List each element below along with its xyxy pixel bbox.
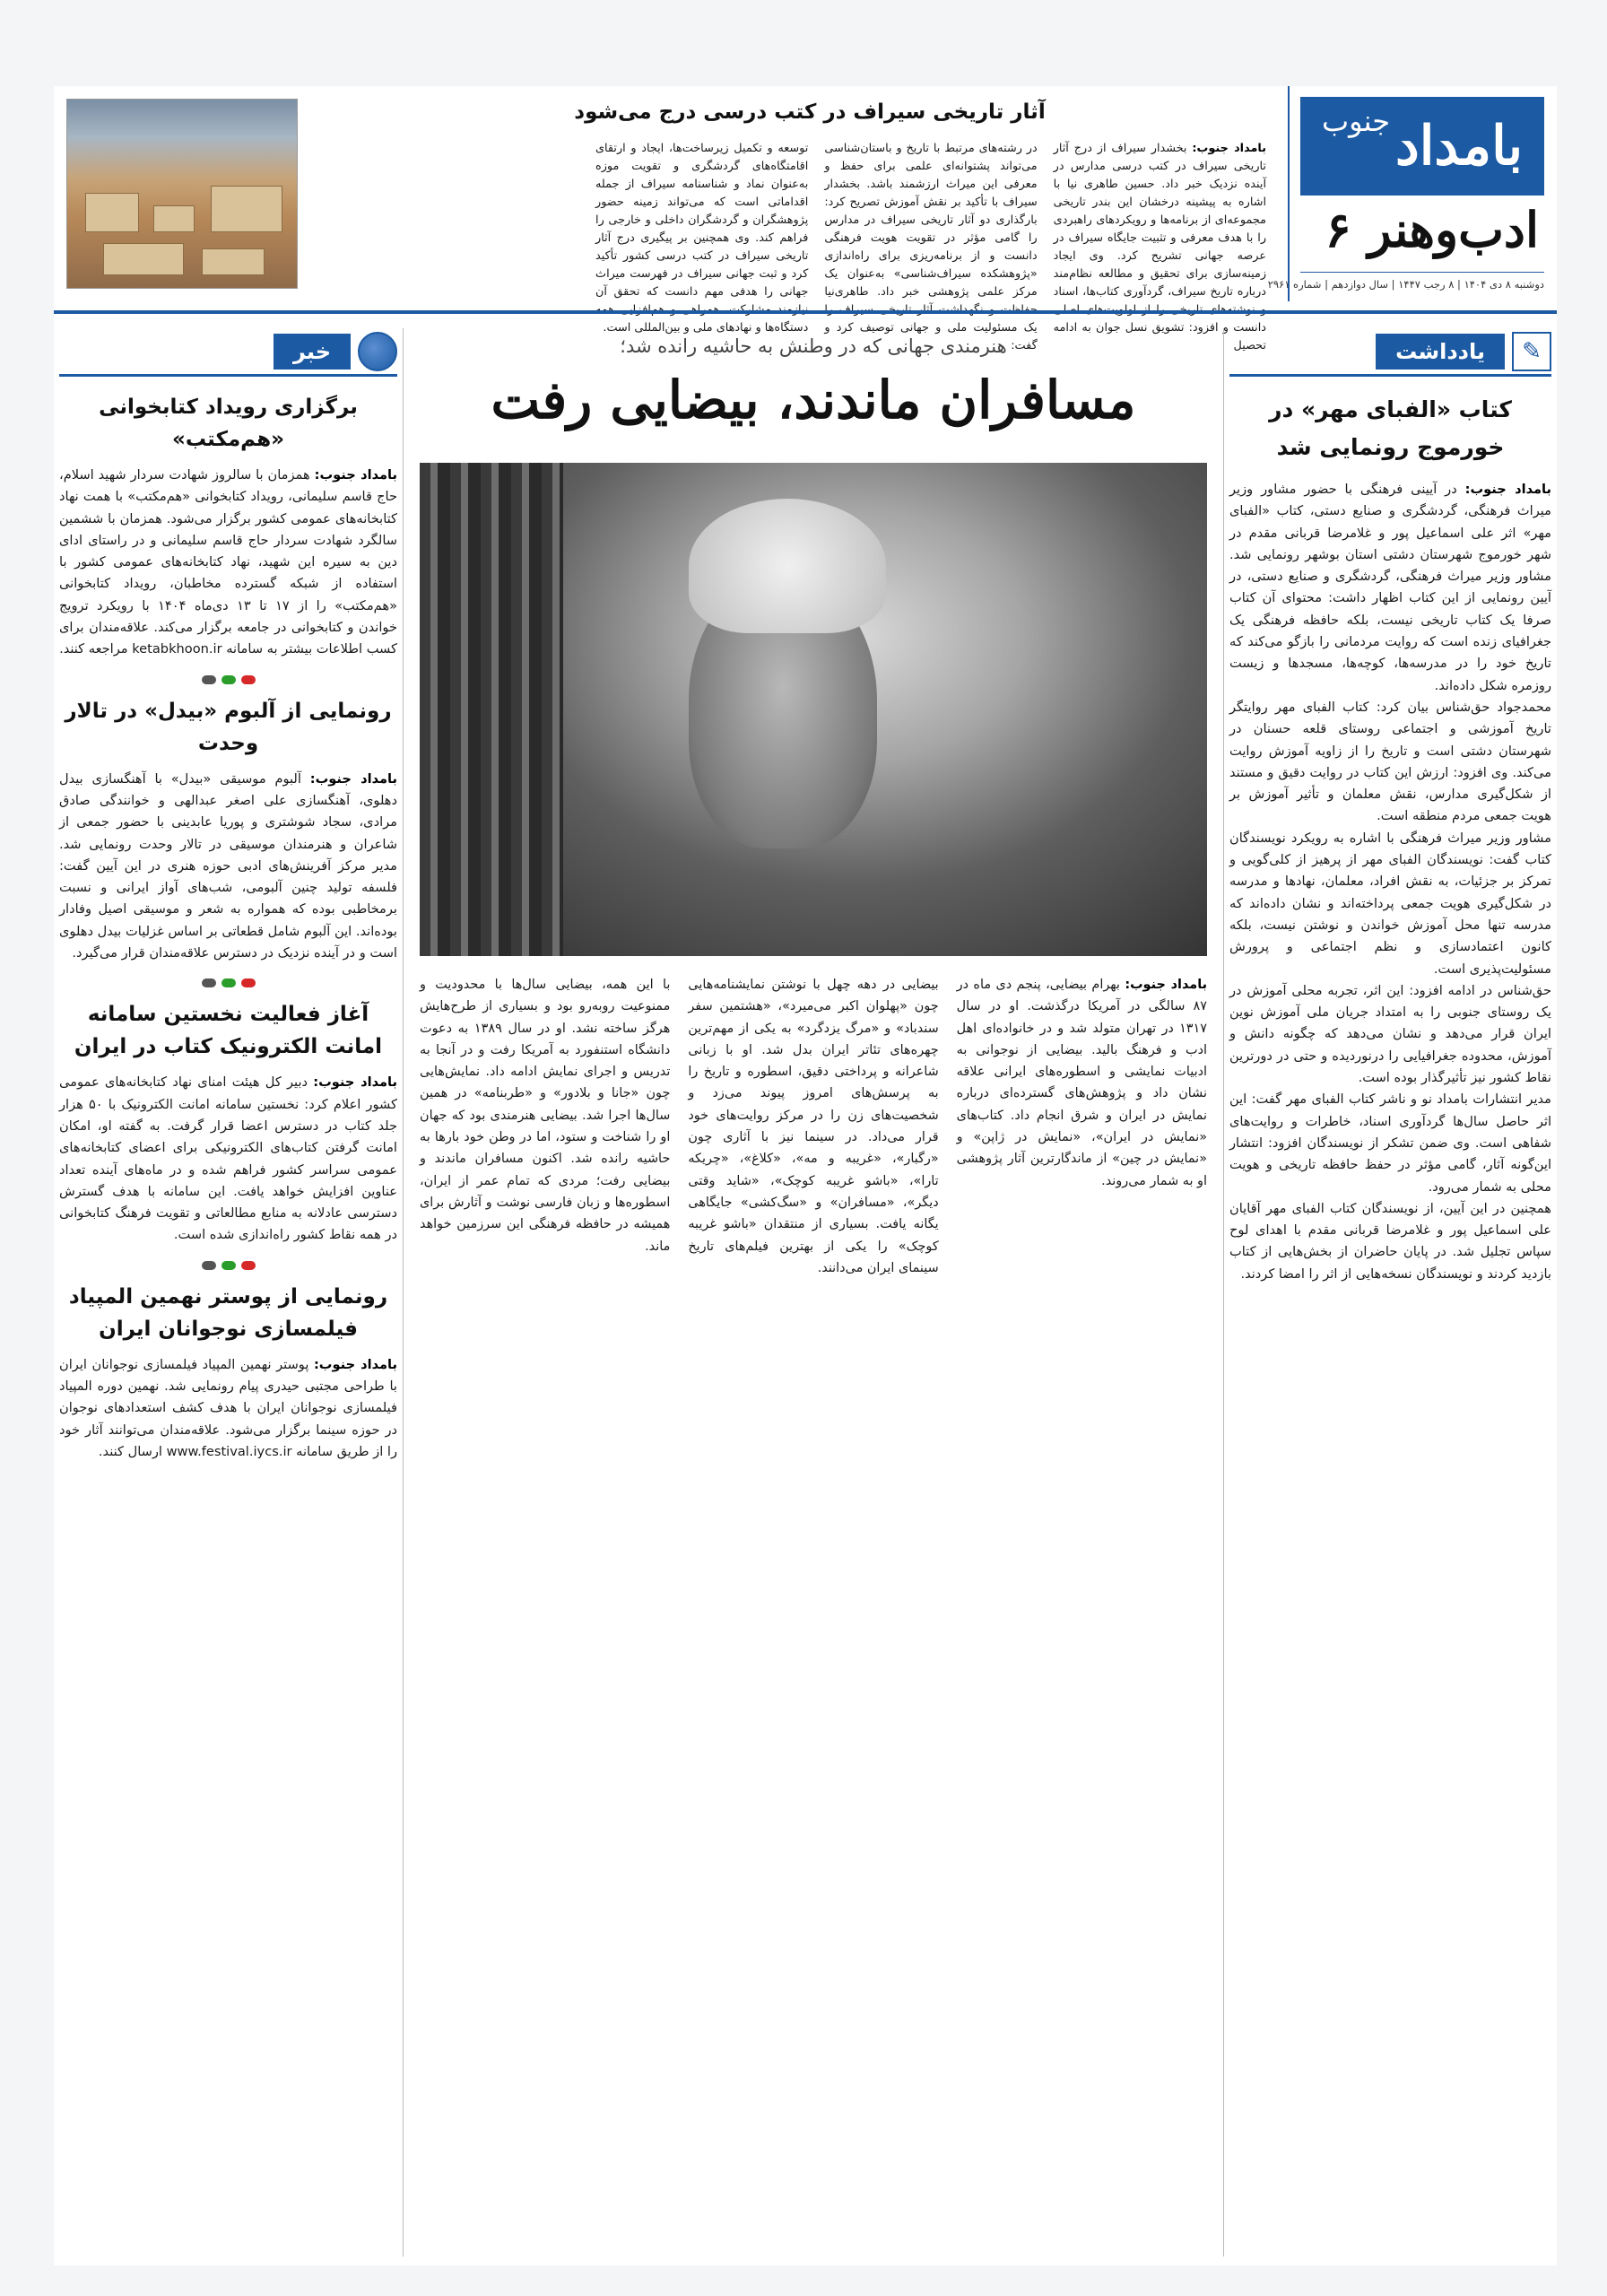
siraf-photo xyxy=(66,99,298,289)
note-column xyxy=(1223,328,1557,2257)
top-story-col3: توسعه و تکمیل زیرساخت‌ها، ایجاد و ارتقای اقامتگاه‌های گردشگری و تقویت موزه به‌عنوان نماد و شناسنامه سیراف از جمله اقداماتی است که می‌تواند زمینه حضور پژوهشگران و گردشگران داخلی و خارجی را فراهم کند. وی همچنین بر پیگیری درج آثار تاریخی سیراف در کتب درسی کشور تأکید کرد و ثبت جهانی سیراف در فهرست میراث جهانی را هدفی مهم دانست که تحقق آن دستگاه‌ها و نهادهای ملی و بین‌المللی است. xyxy=(595,142,809,335)
news-text: بامداد جنوب: آلبوم موسیقی «بیدل» با آهنگسازی بیدل دهلوی، آهنگسازی علی اصغر عبدالهی و خوانندگی صادق مرادی، سجاد شوشتری و پوریا عابدینی با حضور جمعی از شاعران و هنرمندان موسیقی در تالار وحدت رونمایی شد. مدیر مرکز آفرینش‌های ادبی حوزه هنری در این آیین گفت: فلسفه تولید چنین آلبومی، شب‌های آواز ایرانی و نسبت برمخاطبی بوده که همواره به شعر و موسیقی اصیل وفادار بوده‌اند. این آلبوم شامل قطعاتی بر اساس غزلیات بیدل دهلوی است و در آینده نزدیک در دسترس علاقه‌مندان قرار می‌گیرد. xyxy=(59,770,398,961)
separator-dots xyxy=(59,675,397,684)
separator-dots xyxy=(59,1261,397,1270)
note-tag-label: یادداشت xyxy=(1376,334,1505,370)
masthead xyxy=(1267,86,1557,301)
news-title[interactable]: رونمایی از پوستر نهمین المپیاد فیلمسازی نوجوانان ایران xyxy=(68,1284,388,1341)
news-text: بامداد جنوب: دبیر کل هیئت امنای نهاد کتابخانه‌های عمومی کشور اعلام کرد: نخستین سامانه امانت الکترونیک با ۵۰ هزار جلد کتاب در دسترس اعضا قرار گرفت. به گفته او، امکان امانت گرفتن کتاب‌های الکترونیکی برای اعضای کتابخانه‌های عمومی سراسر کشور فراهم شده و در ماه‌های آینده تعداد عناوین افزایش خواهد یافت. این سامانه با هدف گسترش دسترسی عادلانه به منابع مطالعاتی و تقویت فرهنگ کتابخوانی در همه نقاط کشور راه‌اندازی شده است. xyxy=(59,1074,398,1243)
main-col2: بیضایی در دهه چهل با نوشتن نمایشنامه‌هایی چون «پهلوان اکبر می‌میرد»، «هشتمین سفر سندباد» و «مرگ یزدگرد» به یکی از مهم‌ترین چهره‌های تئاتر ایران بدل شد. او با زبانی شاعرانه و پرداختی دقیق، اسطوره و تاریخ را به پرسش‌های امروز پیوند می‌زد و شخصیت‌های زن را در مرکز روایت‌های خود قرار می‌داد. در سینما نیز با آثاری چون «رگبار»، «غریبه و مه»، «کلاغ»، «چریکه تارا»، «باشو غریبه کوچک»، «شاید وقتی دیگر»، «مسافران» و «سگ‌کشی» جایگاهی یگانه یافت. بسیاری از منتقدان «باشو غریبه کوچک» را یکی از بهترین فیلم‌های تاریخ سینمای ایران می‌دانند. xyxy=(688,978,939,1275)
news-text: بامداد جنوب: همزمان با سالروز شهادت سردار شهید اسلام، حاج قاسم سلیمانی، رویداد کتابخوانی «هم‌مکتب» با همت نهاد کتابخانه‌های عمومی کشور برگزار می‌شود. همزمان با ششمین سالگرد شهادت سردار حاج قاسم سلیمانی و در راستای ادای دین به سیره این شهید، نهاد کتابخانه‌های عمومی کشور با استفاده از شبکه گسترده مخاطبان، رویداد کتابخوانی «هم‌مکتب» را از ۱۷ تا ۱۳ دی‌ماه ۱۴۰۴ با رویکرد ترویج خواندن و کتابخوانی در جامعه برگزار می‌کند. علاقه‌مندان برای کسب اطلاعات بیشتر به سامانه ketabkhoon.ir مراجعه کنند. xyxy=(59,467,398,657)
note-paragraph: مشاور وزیر میراث فرهنگی با اشاره به رویکرد نویسندگان کتاب گفت: نویسندگان الفبای مهر از پرهیز از کلی‌گویی و تمرکز بر جزئیات، به نقش افراد، معلمان، نهادها و مدرسه در شکل‌گیری هویت جمعی پرداخته‌اند و نشان داده‌اند که مدرسه تنها محل آموزش خواندن و نوشتن نیست، بلکه کانون اعتمادسازی و نظم اجتماعی و پرورش مسئولیت‌پذیری است. xyxy=(1229,830,1551,977)
beyzaie-portrait xyxy=(420,463,1207,956)
note-paragraph: محمدجواد حق‌شناس بیان کرد: کتاب الفبای مهر روایتگر تاریخ آموزشی و اجتماعی روستای قلعه حسنان در شهرستان دشتی است و تاریخ را از زاویه آموزش روایت می‌کند. وی افزود: ارزش این کتاب در روایت دقیق و مستند از شکل‌گیری مدارس، نقش معلمان و تأثیر آموزش بر هویت جمعی مردم منطقه است. xyxy=(1229,699,1551,824)
separator-dots xyxy=(59,978,397,987)
news-title[interactable]: رونمایی از آلبوم «بیدل» در تالار وحدت xyxy=(65,699,392,755)
newspaper-logo xyxy=(1300,97,1544,196)
note-paragraph: همچنین در این آیین، از نویسندگان کتاب الفبای مهر آقایان علی اسماعیل پور و غلامرضا قربانی مقدم با اهدای لوح سپاس تجلیل شد. در پایان حاضران از بخش‌هایی از کتاب بازدید کردند و نویسندگان نسخه‌هایی از اثر را امضا کردند. xyxy=(1229,1200,1551,1282)
news-column xyxy=(54,328,404,2257)
top-story-lead: بامداد جنوب: xyxy=(1192,142,1266,155)
pen-icon: ✎ xyxy=(1512,332,1551,371)
main-col1: بامداد جنوب: بهرام بیضایی، پنجم دی ماه در ۸۷ سالگی در آمریکا درگذشت. او در سال ۱۳۱۷ در تهران متولد شد و در خانواده‌ای اهل ادب و فرهنگ بالید. بیضایی از نوجوانی به ادبیات نمایشی و اسطوره‌های ایرانی علاقه نشان داد و پژوهش‌های گسترده‌ای درباره نمایش در ایران و شرق انجام داد. کتاب‌های «نمایش در ایران»، «نمایش در ژاپن» و «نمایش در چین» از ماندگارترین آثار پژوهشی او به شمار می‌روند. xyxy=(956,978,1207,1188)
note-paragraph: حق‌شناس در ادامه افزود: این اثر، تجربه محلی آموزش در یک روستای جنوبی را به امتداد جریان ملی آموزش نوین ایران قرار می‌دهد و نشان می‌دهد که چگونه دانش و آموزش، محدوده جغرافیایی را درنوردیده و حتی در دورترین نقاط کشور نیز تأثیرگذار بوده است. xyxy=(1229,982,1551,1086)
news-title[interactable]: برگزاری رویداد کتابخوانی «هم‌مکتب» xyxy=(99,396,358,451)
top-story-col2: در رشته‌های مرتبط با تاریخ و باستان‌شناسی می‌تواند پشتوانه‌ای علمی برای حفظ و معرفی این میراث ارزشمند باشد. بخشدار سیراف با تأکید بر نقش آموزش تصریح کرد: بارگذاری دو آثار تاریخی سیراف در مدارس را گامی مؤثر در تقویت هویت فرهنگی دانست و از برنامه‌ریزی برای راه‌اندازی «پژوهشکده سیراف‌شناسی» به‌عنوان یک مرکز علمی پژوهشی خبر داد. طاهری‌نیا یک مسئولیت ملی و جهانی توصیف کرد و گفت: xyxy=(824,142,1038,352)
header-divider xyxy=(54,310,1557,314)
news-text: بامداد جنوب: پوستر نهمین المپیاد فیلمسازی نوجوانان ایران با طراحی مجتبی حیدری پیام رونمایی شد. نهمین دوره المپیاد فیلمسازی نوجوانان ایران با هدف کشف استعدادهای نوجوان در حوزه سینما برگزار می‌شود. علاقه‌مندان می‌توانند آثار خود را از طریق سامانه www.festival.iycs.ir ارسال کنند. xyxy=(59,1356,397,1459)
main-story xyxy=(420,328,1207,2257)
note-paragraph: مدیر انتشارات بامداد نو و ناشر کتاب الفبای مهر گفت: این اثر حاصل سال‌ها گردآوری اسناد، خاطرات و روایت‌های شفاهی است. وی ضمن تشکر از نویسندگان افزود: انتشار این‌گونه آثار، گامی مؤثر در حفظ حافظه تاریخی و هویت محلی به شمار می‌رود. xyxy=(1229,1091,1551,1195)
issue-line: دوشنبه ۸ دی ۱۴۰۴ | ۸ رجب ۱۴۴۷ | سال دوازدهم | شماره ۲۹۶۱ xyxy=(1300,272,1544,291)
note-paragraph: بامداد جنوب: در آیینی فرهنگی با حضور مشاور وزیر میراث فرهنگی، گردشگری و صنایع دستی، کتاب «الفبای مهر» اثر علی اسماعیل پور و غلامرضا قربانی مقدم در شهر خورموج شهرستان دشتی استان بوشهر رونمایی شد. مشاور وزیر میراث فرهنگی، گردشگری و صنایع دستی، در آیین رونمایی از این کتاب اظهار داشت: محتوای آن کتاب صرفا یک کتاب تاریخی نیست، بلکه حافظه فرهنگی یک جغرافیای زنده است که روایت مردمانی را بازگو می‌کند که تاریخ خود را در مدرسه‌ها، کوچه‌ها، مسجدها و زیست روزمره شکل داده‌اند. xyxy=(1229,482,1552,693)
news-tag xyxy=(59,328,397,377)
top-story-col1: بامداد جنوب: بخشدار سیراف از درج آثار تاریخی سیراف در کتب درسی مدارس در آینده نزدیک خبر داد. حسین طاهری نیا با اشاره به پیشینه درخشان این بندر تاریخی مجموعه‌ای از برنامه‌ها و رویکردهای راهبردی را با هدف معرفی و تثبیت جایگاه سیراف در عرصه جهانی تشریح کرد. وی ایجاد زمینه‌سازی برای تحقیق و مطالعه نظام‌مند درباره تاریخ سیراف، گردآوری کتاب‌ها، اسناد دانست و افزود: تشویق نسل جوان به ادامه تحصیل xyxy=(1053,142,1266,352)
logo-main: بامداد xyxy=(1395,115,1524,178)
news-title[interactable]: آغاز فعالیت نخستین سامانه امانت الکترونیک کتاب در ایران xyxy=(74,1003,383,1059)
section-title: ادب‌وهنر ۶ xyxy=(1325,201,1539,258)
top-story-title[interactable]: آثار تاریخی سیراف در کتب درسی درج می‌شود xyxy=(574,100,1046,124)
news-tag-label: خبر xyxy=(274,334,351,370)
main-headline[interactable]: مسافران ماندند، بیضایی رفت xyxy=(491,370,1136,430)
main-col3: با این همه، بیضایی سال‌ها با محدودیت و ممنوعیت روبه‌رو بود و بسیاری از طرح‌هایش هرگز ساخته نشد. او در سال ۱۳۸۹ به دعوت دانشگاه استنفورد به آمریکا رفت و در آنجا به تدریس و اجرای نمایش ادامه داد. نمایش‌هایی چون «جانا و بلادور» و «طربنامه» در همین سال‌ها اجرا شد. بیضایی هنرمندی بود که جهان او را شناخت و ستود، اما در وطن خود بارها به حاشیه رانده شد. اکنون مسافران ماندند و بیضایی رفت؛ مردی که تمام عمر از ایران، اسطوره‌ها و زبان فارسی نوشت و آثارش برای همیشه در حافظه فرهنگی این سرزمین خواهد ماند. xyxy=(420,978,671,1254)
note-tag xyxy=(1229,328,1551,377)
note-title[interactable]: کتاب «الفبای مهر» در خورموج رونمایی شد xyxy=(1269,396,1512,460)
main-kicker: هنرمندی جهانی که در وطنش به حاشیه رانده شد؛ xyxy=(620,335,1007,357)
newspaper-page xyxy=(54,86,1557,2266)
globe-icon xyxy=(358,332,397,371)
logo-sub: جنوب xyxy=(1321,104,1391,138)
